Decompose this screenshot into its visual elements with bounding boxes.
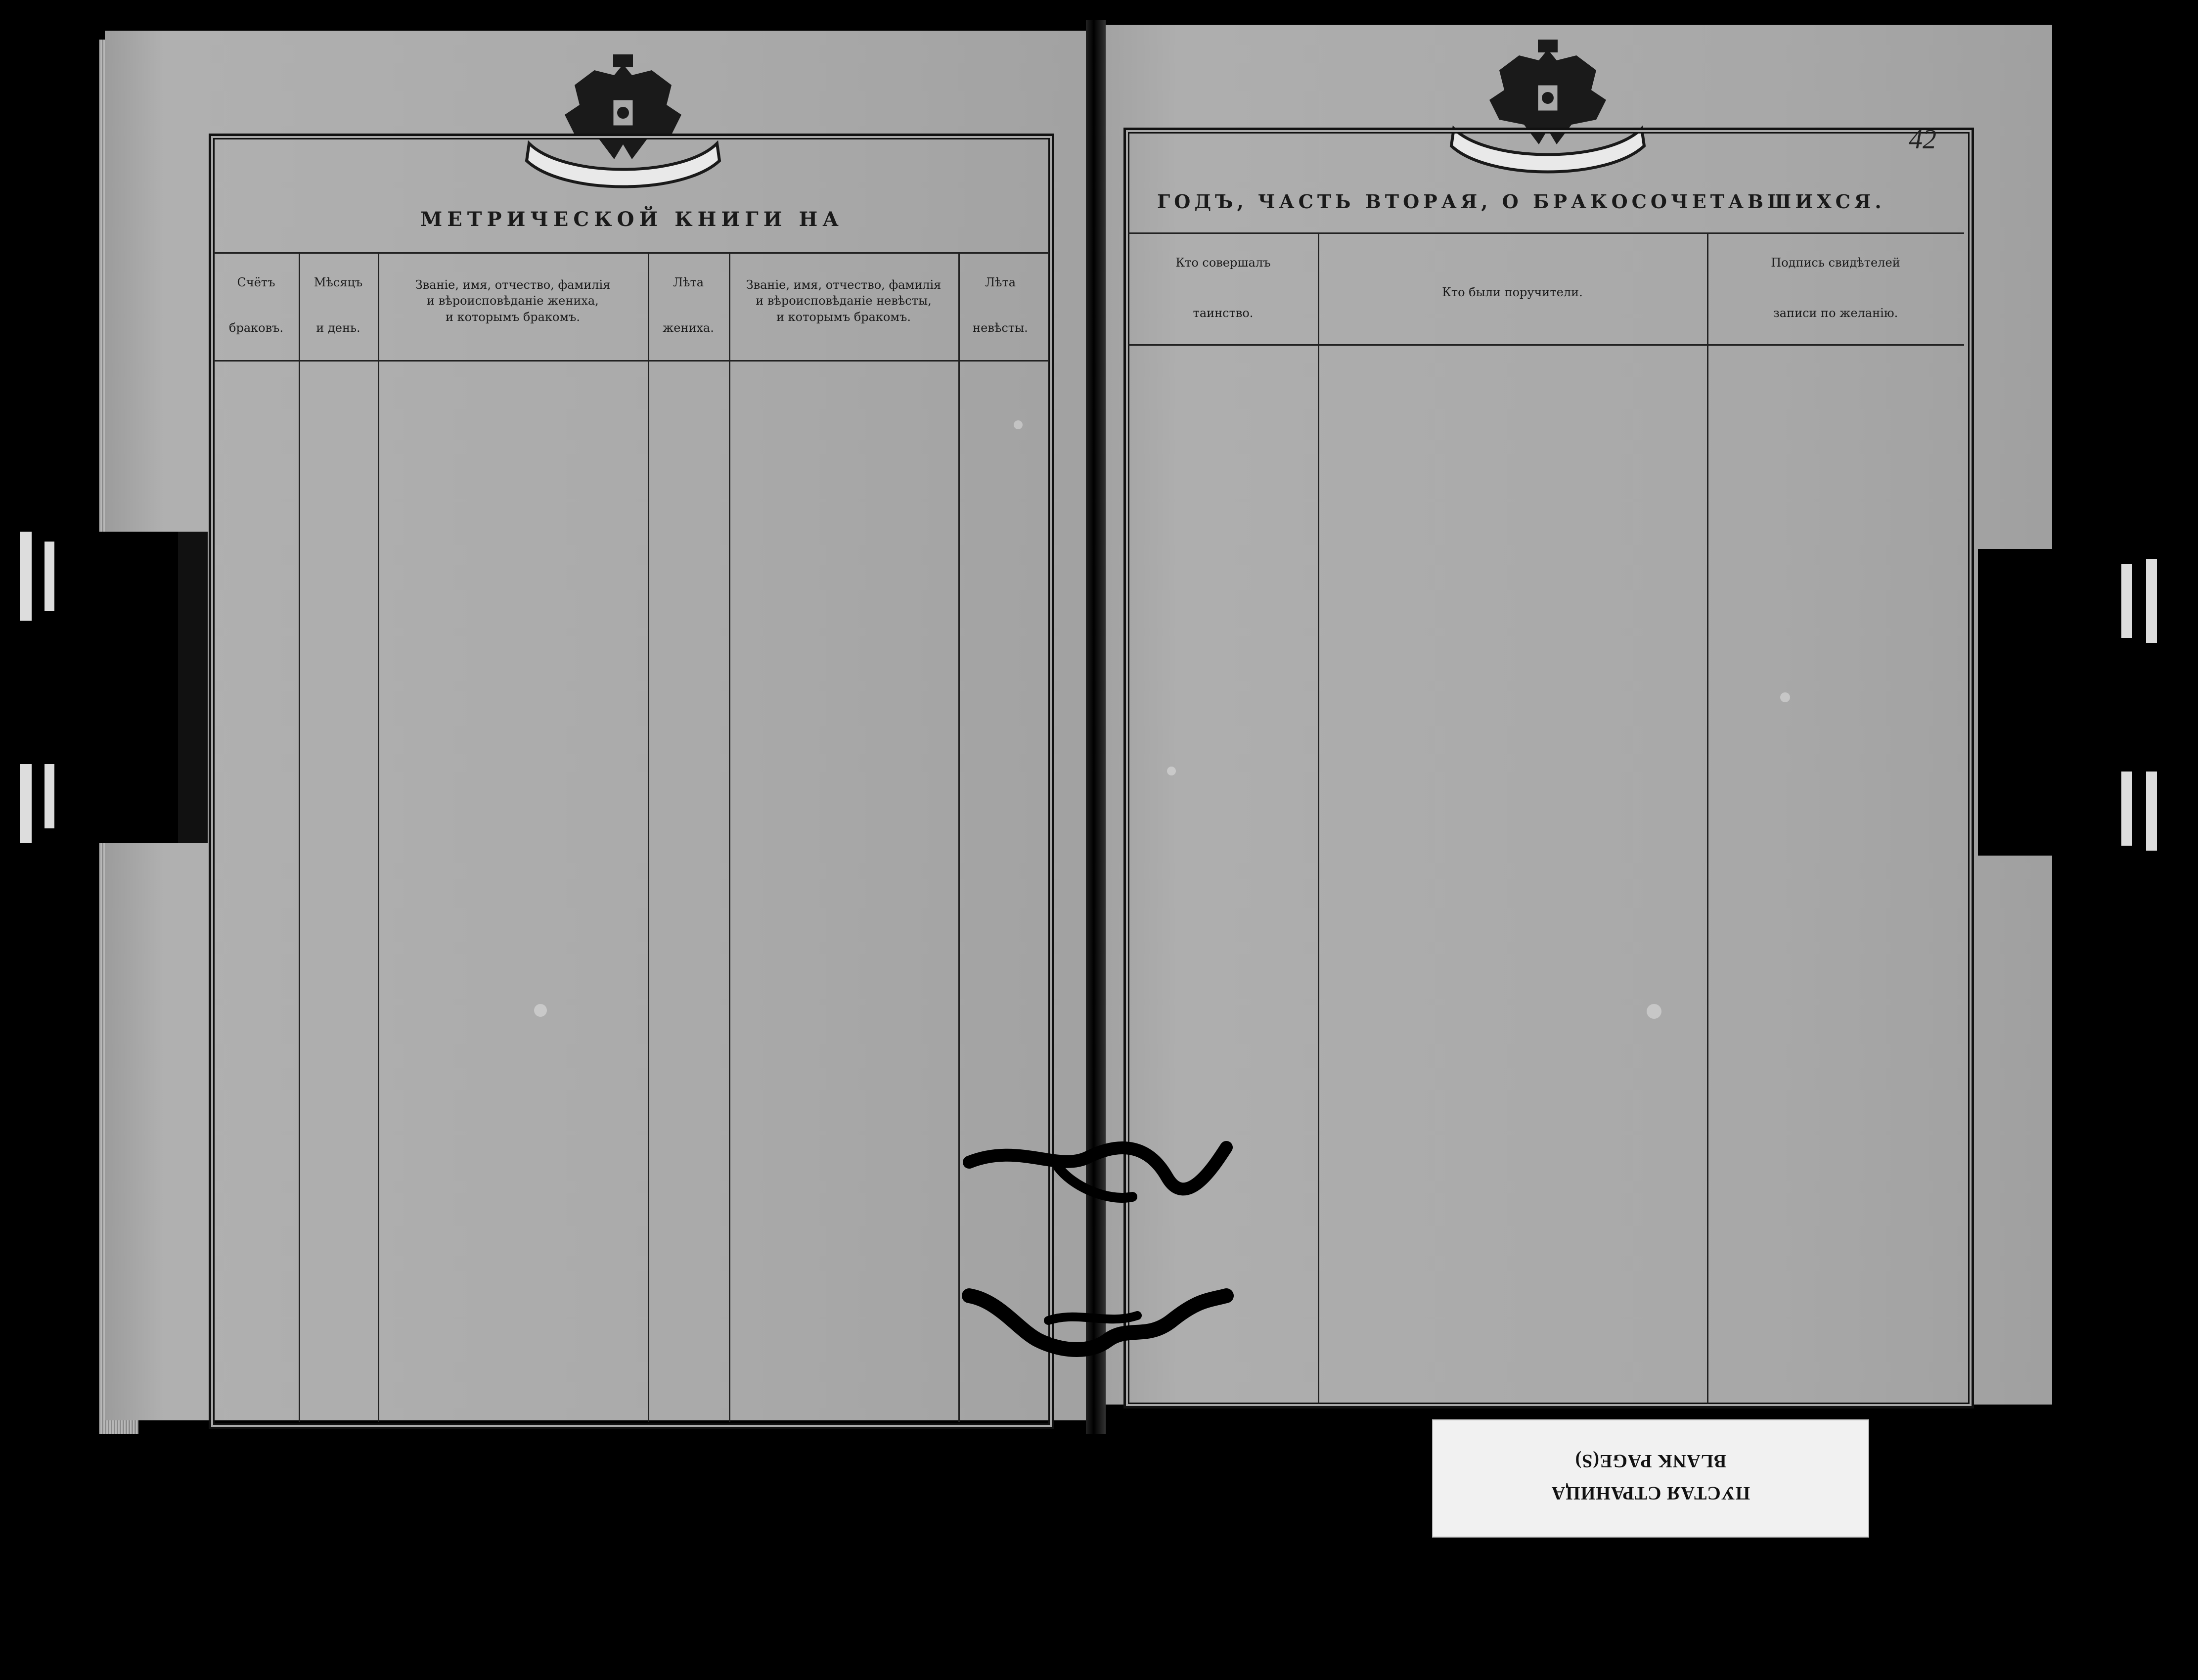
- page-number: 42: [1909, 124, 1936, 155]
- paper-speck: [1014, 420, 1023, 429]
- blank-pages-label-card: [1432, 1419, 1869, 1538]
- right-header-cell: [1318, 284, 1707, 300]
- right-header-cell: [1707, 255, 1964, 321]
- header-line: Кто совершалъ: [1175, 256, 1271, 270]
- header-line: и которымъ бракомъ.: [446, 310, 580, 324]
- header-line: Подпись свидѣтелей: [1771, 256, 1900, 270]
- header-line: невѣсты.: [973, 321, 1028, 335]
- header-line: Кто были поручители.: [1442, 285, 1583, 299]
- header-line: и вѣроисповѣданіе жениха,: [427, 294, 599, 308]
- left-header-cell: [648, 274, 729, 336]
- right-header-top-rule: [1128, 232, 1964, 234]
- label-line-english: BLANK PAGE(S): [1574, 1451, 1727, 1471]
- left-header-cell: [958, 274, 1042, 336]
- left-col-divider: [729, 252, 730, 1422]
- right-page-title: ГОДЪ, ЧАСТЬ ВТОРАЯ, О БРАКОСОЧЕТАВШИХСЯ.: [1157, 190, 1885, 213]
- header-line: и вѣроисповѣданіе невѣсты,: [756, 294, 932, 308]
- right-header-bottom-rule: [1128, 344, 1964, 346]
- header-line: браковъ.: [229, 321, 283, 335]
- left-page-title: МЕТРИЧЕСКОЙ КНИГИ НА: [420, 208, 844, 231]
- binding-cord: [959, 1133, 1266, 1370]
- paper-speck: [1780, 692, 1790, 702]
- left-col-divider: [299, 252, 300, 1422]
- right-col-divider: [1707, 232, 1708, 1404]
- paper-speck: [1647, 1004, 1661, 1019]
- left-clamp-tab: [0, 532, 208, 843]
- left-header-cell: [378, 277, 648, 325]
- right-col-divider: [1318, 232, 1319, 1404]
- header-line: Лѣта: [673, 275, 704, 289]
- left-header-cell: [299, 274, 378, 336]
- paper-speck: [534, 1004, 547, 1017]
- left-header-top-rule: [214, 252, 1049, 254]
- left-col-divider: [378, 252, 379, 1422]
- header-line: Званіе, имя, отчество, фамилія: [415, 278, 611, 292]
- header-line: Счётъ: [237, 275, 275, 289]
- left-header-bottom-rule: [214, 360, 1049, 362]
- header-line: Лѣта: [985, 275, 1016, 289]
- header-line: и день.: [316, 321, 360, 335]
- left-col-divider: [648, 252, 649, 1422]
- left-header-cell: [729, 277, 958, 325]
- header-line: Мѣсяцъ: [314, 275, 363, 289]
- paper-speck: [1167, 767, 1176, 775]
- right-header-cell: [1128, 255, 1318, 321]
- header-line: Званіе, имя, отчество, фамилія: [746, 278, 942, 292]
- header-line: жениха.: [663, 321, 714, 335]
- header-line: и которымъ бракомъ.: [776, 310, 911, 324]
- right-clamp-tab: [1978, 549, 2198, 856]
- left-header-cell: [214, 274, 299, 336]
- header-line: записи по желанію.: [1773, 306, 1898, 320]
- label-line-russian: ПУСТАЯ СТРАНИЦА: [1551, 1483, 1750, 1503]
- header-line: таинство.: [1193, 306, 1254, 320]
